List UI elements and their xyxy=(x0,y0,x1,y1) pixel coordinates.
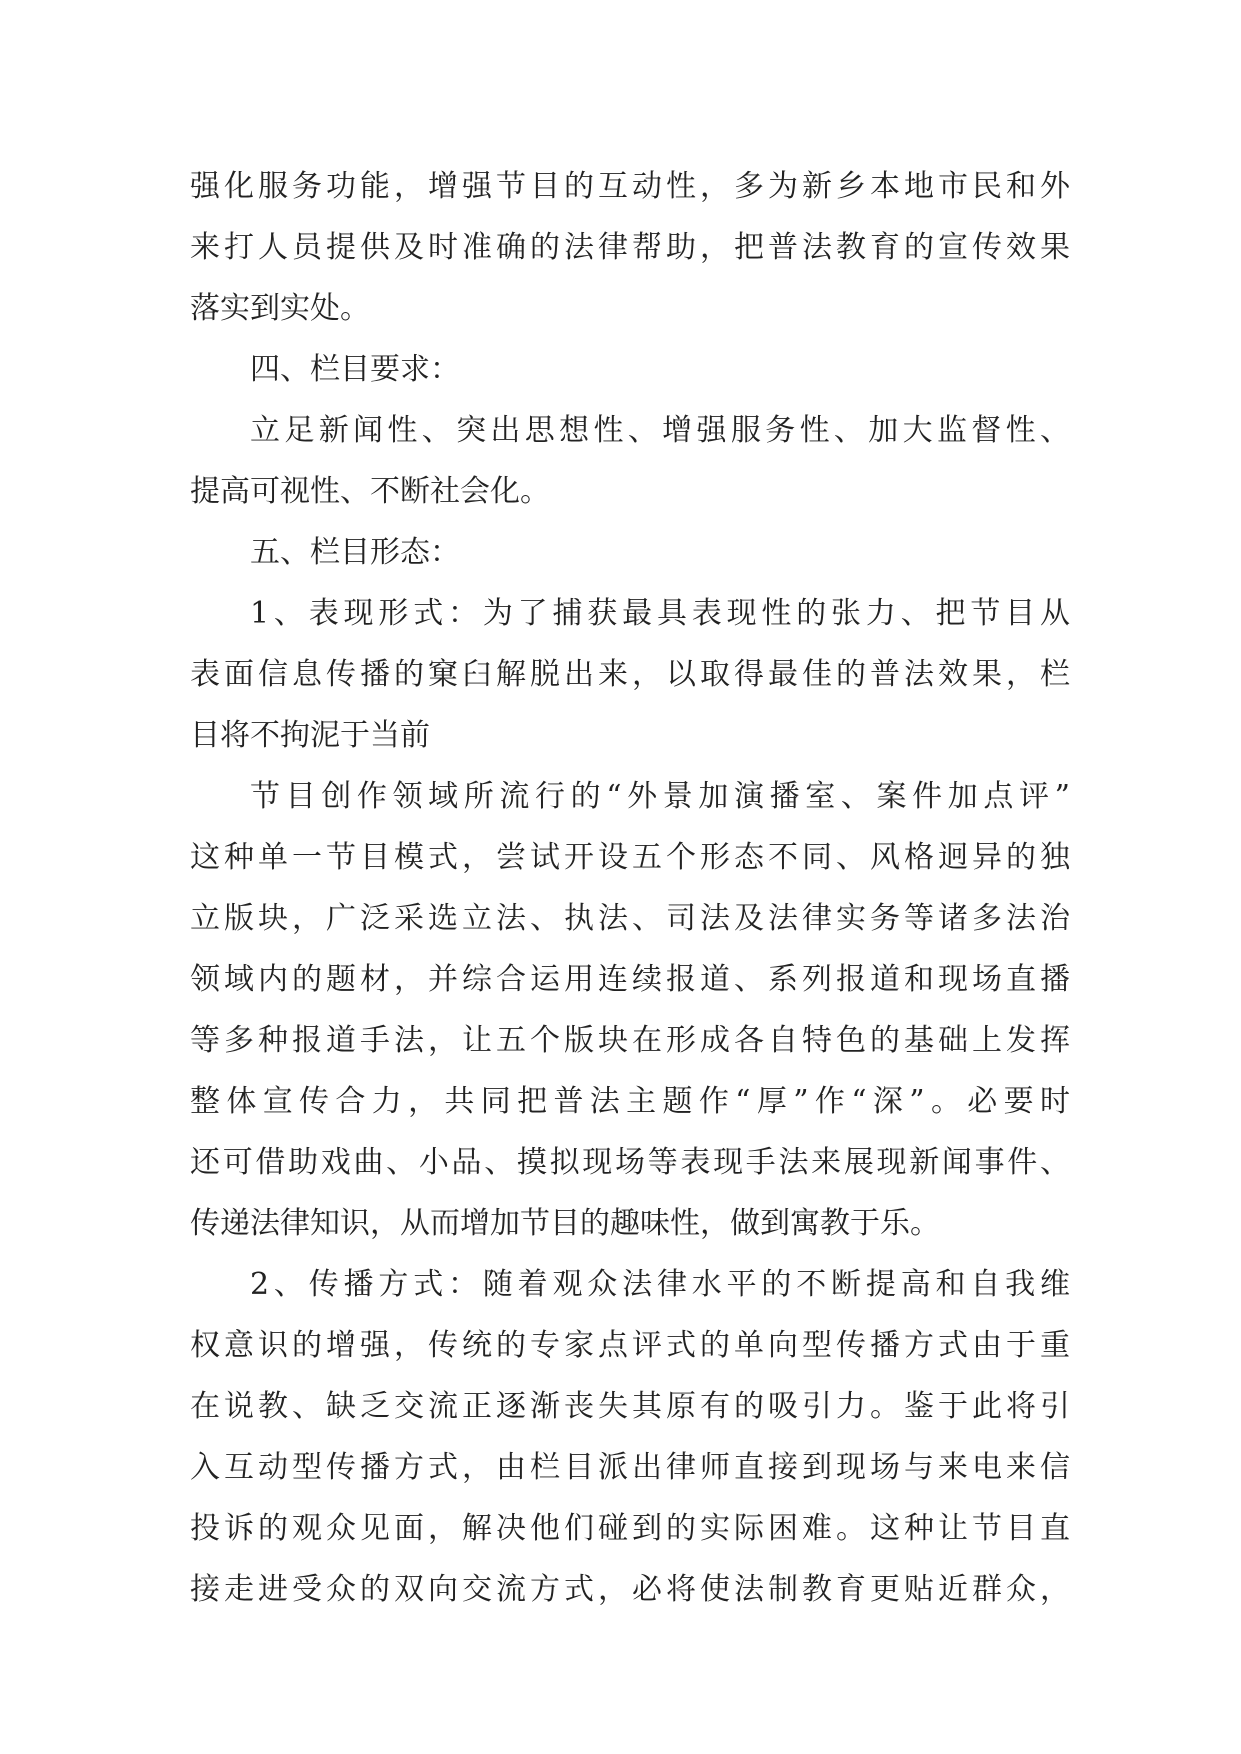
text-line: 等多种报道手法，让五个版块在形成各自特色的基础上发挥 xyxy=(190,1023,1070,1058)
text-line: 节目创作领域所流行的“外景加演播室、案件加点评” xyxy=(250,779,1070,814)
text-line: 1、表现形式：为了捕获最具表现性的张力、把节目从 xyxy=(250,596,1070,631)
text-line: 整体宣传合力，共同把普法主题作“厚”作“深”。必要时 xyxy=(190,1084,1070,1119)
text-line: 来打人员提供及时准确的法律帮助，把普法教育的宣传效果 xyxy=(190,230,1070,265)
text-line: 提高可视性、不断社会化。 xyxy=(190,474,550,509)
text-line: 表面信息传播的窠臼解脱出来，以取得最佳的普法效果，栏 xyxy=(190,657,1070,692)
text-line: 接走进受众的双向交流方式，必将使法制教育更贴近群众， xyxy=(190,1572,1070,1607)
text-line: 四、栏目要求： xyxy=(250,352,460,387)
text-line: 目将不拘泥于当前 xyxy=(190,718,430,753)
text-line: 投诉的观众见面，解决他们碰到的实际困难。这种让节目直 xyxy=(190,1511,1070,1546)
text-line: 强化服务功能，增强节目的互动性，多为新乡本地市民和外 xyxy=(190,169,1070,204)
text-line: 领域内的题材，并综合运用连续报道、系列报道和现场直播 xyxy=(190,962,1070,997)
text-line: 这种单一节目模式，尝试开设五个形态不同、风格迥异的独 xyxy=(190,840,1070,875)
text-line: 落实到实处。 xyxy=(190,291,370,326)
text-line: 还可借助戏曲、小品、摸拟现场等表现手法来展现新闻事件、 xyxy=(190,1145,1070,1180)
text-line: 权意识的增强，传统的专家点评式的单向型传播方式由于重 xyxy=(190,1328,1070,1363)
text-line: 传递法律知识，从而增加节目的趣味性，做到寓教于乐。 xyxy=(190,1206,940,1241)
document-body xyxy=(190,156,1070,1620)
text-line: 在说教、缺乏交流正逐渐丧失其原有的吸引力。鉴于此将引 xyxy=(190,1389,1070,1424)
text-line: 入互动型传播方式，由栏目派出律师直接到现场与来电来信 xyxy=(190,1450,1070,1485)
text-line: 五、栏目形态： xyxy=(250,535,460,570)
text-line: 立足新闻性、突出思想性、增强服务性、加大监督性、 xyxy=(250,413,1070,448)
text-line: 2、传播方式：随着观众法律水平的不断提高和自我维 xyxy=(250,1267,1070,1302)
text-line: 立版块，广泛采选立法、执法、司法及法律实务等诸多法治 xyxy=(190,901,1070,936)
